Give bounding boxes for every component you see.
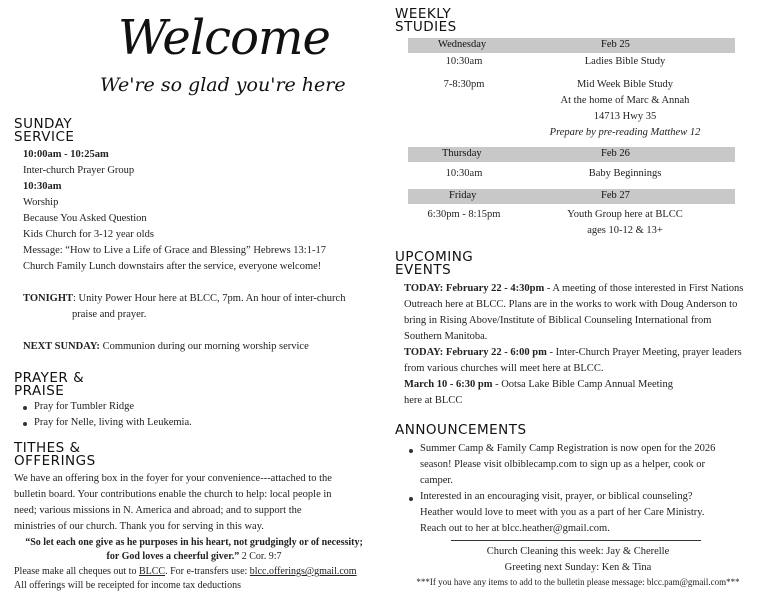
announcement-2-line3: Reach out to her at blcc.heather@gmail.com. <box>420 523 610 534</box>
tithes-paragraph-1: We have an offering box in the foyer for your convenience---attached to the <box>14 473 332 484</box>
tithes-title-line2: OFFERINGS <box>14 453 96 469</box>
wed-event-1-name: Ladies Bible Study <box>584 56 666 67</box>
wednesday-day: Wednesday <box>438 39 487 50</box>
greeting-note: Greeting next Sunday: Ken & Tina <box>504 562 652 573</box>
bullet-icon <box>409 449 413 453</box>
upcoming-title-line1: UPCOMING <box>395 249 474 265</box>
tithes-paragraph-2: bulletin board. Your contributions enable the church to help: local people in <box>14 489 332 500</box>
scripture-verse-text: for God loves a cheerful giver.” <box>106 551 240 562</box>
sunday-item-lunch: Church Family Lunch downstairs after the service, everyone welcome! <box>23 261 322 272</box>
scripture-verse-line2 <box>14 551 374 562</box>
sunday-item-message: Message: “How to Live a Life of Grace and Blessing” Hebrews 13:1-17 <box>23 245 326 256</box>
etransfer-text: . For e-transfers use: <box>165 566 250 577</box>
announcement-1-line2: season! Please visit olbiblecamp.com to sign up as a helper, cook or <box>420 459 706 470</box>
fri-event-1-time: 6:30pm - 8:15pm <box>427 209 501 220</box>
fri-event-1-name: Youth Group here at BLCC <box>567 209 683 220</box>
announcements-heading: ANNOUNCEMENTS <box>395 422 527 438</box>
thu-event-1-name: Baby Beginnings <box>588 168 662 179</box>
scripture-reference: 2 Cor. 9:7 <box>239 551 282 562</box>
event-1-line1 <box>404 283 743 294</box>
event-2-text: - Inter-Church Prayer Meeting, prayer leaders <box>546 347 742 358</box>
upcoming-events-heading <box>395 251 473 277</box>
event-1-text: - A meeting of those interested in First Nations <box>544 283 744 294</box>
tonight-label: TONIGHT <box>23 293 73 304</box>
wednesday-header <box>408 38 735 53</box>
event-3-line2: here at BLCC <box>404 395 463 406</box>
welcome-heading: Welcome <box>118 10 330 66</box>
bulletin-footer: ***If you have any items to add to the bulletin please message: blcc.pam@gmail.com*** <box>416 577 740 587</box>
cleaning-note: Church Cleaning this week: Jay & Cherelle <box>486 546 670 557</box>
scripture-verse-line1: “So let each one give as he purposes in his heart, not grudgingly or of necessity; <box>25 537 363 548</box>
thursday-header <box>408 147 735 162</box>
wednesday-date: Feb 25 <box>601 39 630 50</box>
sunday-item-prayer-group: Inter-church Prayer Group <box>23 165 135 176</box>
event-1-line4: Southern Manitoba. <box>404 331 488 342</box>
weekly-title-line2: STUDIES <box>395 19 457 35</box>
prayer-heading <box>14 372 84 398</box>
sunday-title-line2: SERVICE <box>14 129 75 145</box>
sunday-item-kids-church: Kids Church for 3-12 year olds <box>23 229 154 240</box>
receipt-note: All offerings will be receipted for income tax deductions <box>14 580 241 591</box>
sunday-time-1: 10:00am - 10:25am <box>23 149 109 160</box>
bullet-icon <box>409 497 413 501</box>
tonight-text-2: praise and prayer. <box>72 309 147 320</box>
sunday-item-question: Because You Asked Question <box>23 213 147 224</box>
announcement-2-line1: Interested in an encouraging visit, prayer, or biblical counseling? <box>420 491 693 502</box>
event-1-label: TODAY: February 22 - 4:30pm <box>404 283 545 294</box>
tithes-title-line1: TITHES & <box>14 440 81 456</box>
event-2-label: TODAY: February 22 - 6:00 pm <box>404 347 547 358</box>
fri-event-1-ages: ages 10-12 & 13+ <box>587 225 663 236</box>
next-sunday-label: NEXT SUNDAY: <box>23 341 100 352</box>
welcome-tagline: We're so glad you're here <box>100 74 346 96</box>
tithes-heading <box>14 442 96 468</box>
sunday-item-worship: Worship <box>23 197 59 208</box>
friday-header <box>408 189 735 204</box>
tonight-text: : Unity Power Hour here at BLCC, 7pm. An hour of inter-church <box>73 293 346 304</box>
next-sunday-text: Communion during our morning worship service <box>99 341 309 352</box>
prayer-item-2: Pray for Nelle, living with Leukemia. <box>34 417 192 428</box>
sunday-time-2: 10:30am <box>23 181 62 192</box>
tonight-notice <box>23 293 345 304</box>
event-1-line2: Outreach here at BLCC. Plans are in the works to work with Doug Anderson to <box>404 299 738 310</box>
next-sunday-notice <box>23 341 309 352</box>
cheques-line <box>14 566 357 577</box>
event-2-line2: from various churches will meet here at BLCC. <box>404 363 604 374</box>
cheques-text: Please make all cheques out to <box>14 566 139 577</box>
announcement-1-line1: Summer Camp & Family Camp Registration is now open for the 2026 <box>420 443 716 454</box>
event-3-label: March 10 - 6:30 pm <box>404 379 493 390</box>
wed-event-2-location: At the home of Marc & Annah <box>560 95 690 106</box>
friday-day: Friday <box>449 190 477 201</box>
event-1-line3: bring in Rising Above/Institute of Biblical Counseling International from <box>404 315 712 326</box>
event-3-line1 <box>404 379 673 390</box>
wed-event-2-name: Mid Week Bible Study <box>576 79 674 90</box>
tithes-paragraph-3: need; various missions in N. America and abroad; and to support the <box>14 505 302 516</box>
offerings-email-link[interactable]: blcc.offerings@gmail.com <box>249 566 357 577</box>
prayer-item-1: Pray for Tumbler Ridge <box>34 401 135 412</box>
friday-date: Feb 27 <box>601 190 630 201</box>
cheques-blcc-link[interactable]: BLCC <box>138 566 166 577</box>
prayer-title-line1: PRAYER & <box>14 370 85 386</box>
announcement-2-line2: Heather would love to meet with you as a part of her Care Ministry. <box>420 507 705 518</box>
thursday-day: Thursday <box>442 148 482 159</box>
weekly-studies-heading <box>395 8 457 34</box>
wed-event-2-time: 7-8:30pm <box>443 79 485 90</box>
wed-event-1-time: 10:30am <box>445 56 483 67</box>
prayer-title-line2: PRAISE <box>14 383 65 399</box>
wed-event-2-note: Prepare by pre-reading Matthew 12 <box>549 127 701 138</box>
sunday-service-heading <box>14 118 74 144</box>
bullet-icon <box>23 422 27 426</box>
divider-line <box>451 540 701 541</box>
thu-event-1-time: 10:30am <box>445 168 483 179</box>
sunday-title-line1: SUNDAY <box>14 116 73 132</box>
tithes-paragraph-4: ministries of our church. Thank you for serving in this way. <box>14 521 264 532</box>
weekly-title-line1: WEEKLY <box>395 6 452 22</box>
announcement-1-line3: camper. <box>420 475 453 486</box>
wed-event-2-address: 14713 Hwy 35 <box>593 111 657 122</box>
thursday-date: Feb 26 <box>601 148 630 159</box>
bullet-icon <box>23 406 27 410</box>
upcoming-title-line2: EVENTS <box>395 262 452 278</box>
event-3-text: - Ootsa Lake Bible Camp Annual Meeting <box>492 379 673 390</box>
event-2-line1 <box>404 347 742 358</box>
